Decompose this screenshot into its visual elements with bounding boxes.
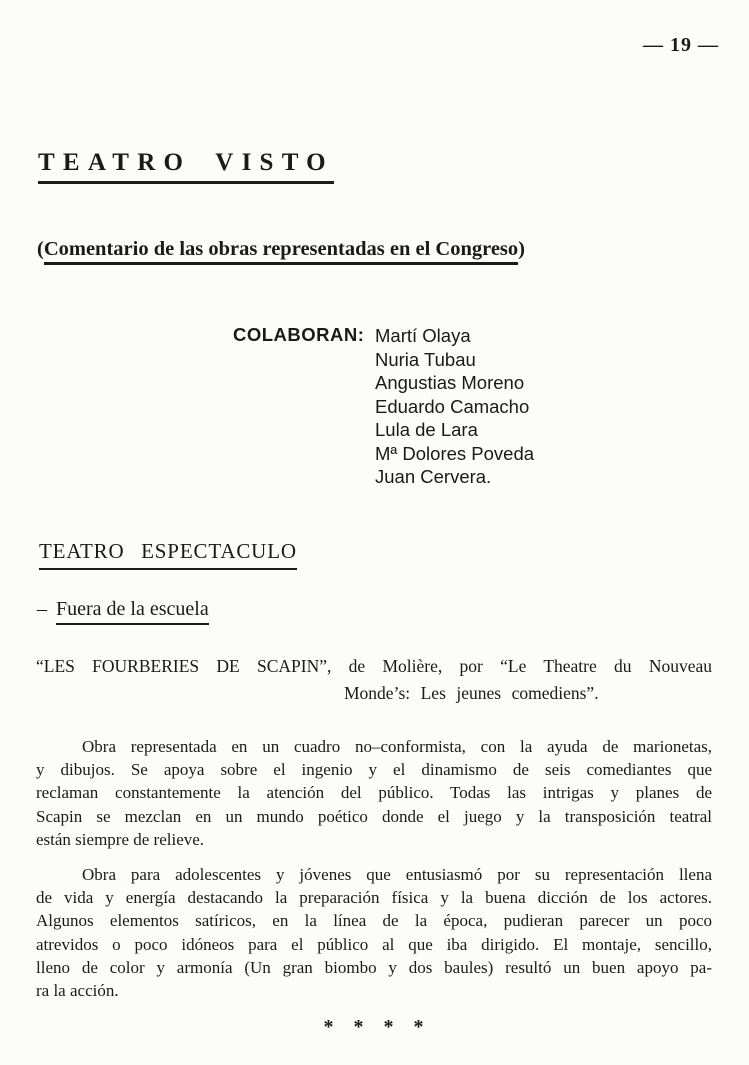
collaborator-name: Lula de Lara — [375, 419, 478, 440]
subsection-heading — [37, 598, 209, 621]
collaborator-name: Eduardo Camacho — [375, 395, 530, 417]
subtitle-close-paren: ) — [518, 238, 525, 260]
paragraph-line: y dibujos. Se apoya sobre el ingenio y el dinamismo de seis comediantes que — [36, 760, 712, 780]
subtitle-text: Comentario de las obras representadas en el Congreso — [44, 238, 518, 265]
collaborator-name: Angustias Moreno — [375, 372, 525, 393]
body-paragraph — [36, 735, 712, 851]
paragraph-line: Obra para adolescentes y jóvenes que entusiasmó por su representación llena — [82, 865, 712, 884]
document-title: TEATRO VISTO — [38, 149, 334, 184]
document-subtitle — [37, 238, 525, 261]
collaborators-list — [375, 324, 534, 489]
collaborator-name: Mª Dolores Poveda — [375, 442, 535, 464]
page-number: — 19 — — [643, 34, 719, 56]
collaborator-name: Juan Cervera. — [375, 466, 492, 487]
work-title — [36, 653, 712, 707]
collaborator-name: Nuria Tubau — [375, 348, 476, 370]
paragraph-line: atrevidos o poco idóneos para el público al que iba dirigido. El montaje, sencillo, — [36, 934, 712, 954]
paragraph-line: Scapin se mezclan en un mundo poético donde el juego y la transposición teatral — [36, 806, 712, 826]
collaborator-name: Martí Olaya — [375, 325, 471, 346]
asterisk-separator: * * * * — [323, 1016, 426, 1038]
work-title-line: Monde’s: Les jeunes comediens”. — [344, 683, 599, 703]
paragraph-line: ra la acción. — [36, 981, 119, 1001]
collaborators-label: COLABORAN: — [233, 324, 365, 345]
paragraph-line: reclaman constantemente la atención del público. Todas las intrigas y planes de — [36, 783, 712, 803]
paragraph-line: Obra representada en un cuadro no–conformista, con la ayuda de marionetas, — [82, 737, 712, 756]
work-title-line: “LES FOURBERIES DE SCAPIN”, de Molière, por “Le Theatre du Nouveau — [36, 656, 712, 676]
subsection-text: Fuera de la escuela — [56, 598, 209, 625]
subtitle-open-paren: ( — [37, 238, 44, 260]
paragraph-line: están siempre de relieve. — [36, 829, 205, 849]
paragraph-line: Algunos elementos satíricos, en la línea de la época, pudieran parecer un poco — [36, 911, 712, 931]
paragraph-line: de vida y energía destacando la preparación física y la buena dicción de los actores. — [36, 888, 712, 908]
subsection-dash: – — [37, 598, 47, 620]
body-paragraph — [36, 863, 712, 1002]
paragraph-line: lleno de color y armonía (Un gran biombo y dos baules) resultó un buen apoyo pa- — [36, 957, 712, 977]
section-heading: TEATRO ESPECTACULO — [39, 539, 297, 570]
